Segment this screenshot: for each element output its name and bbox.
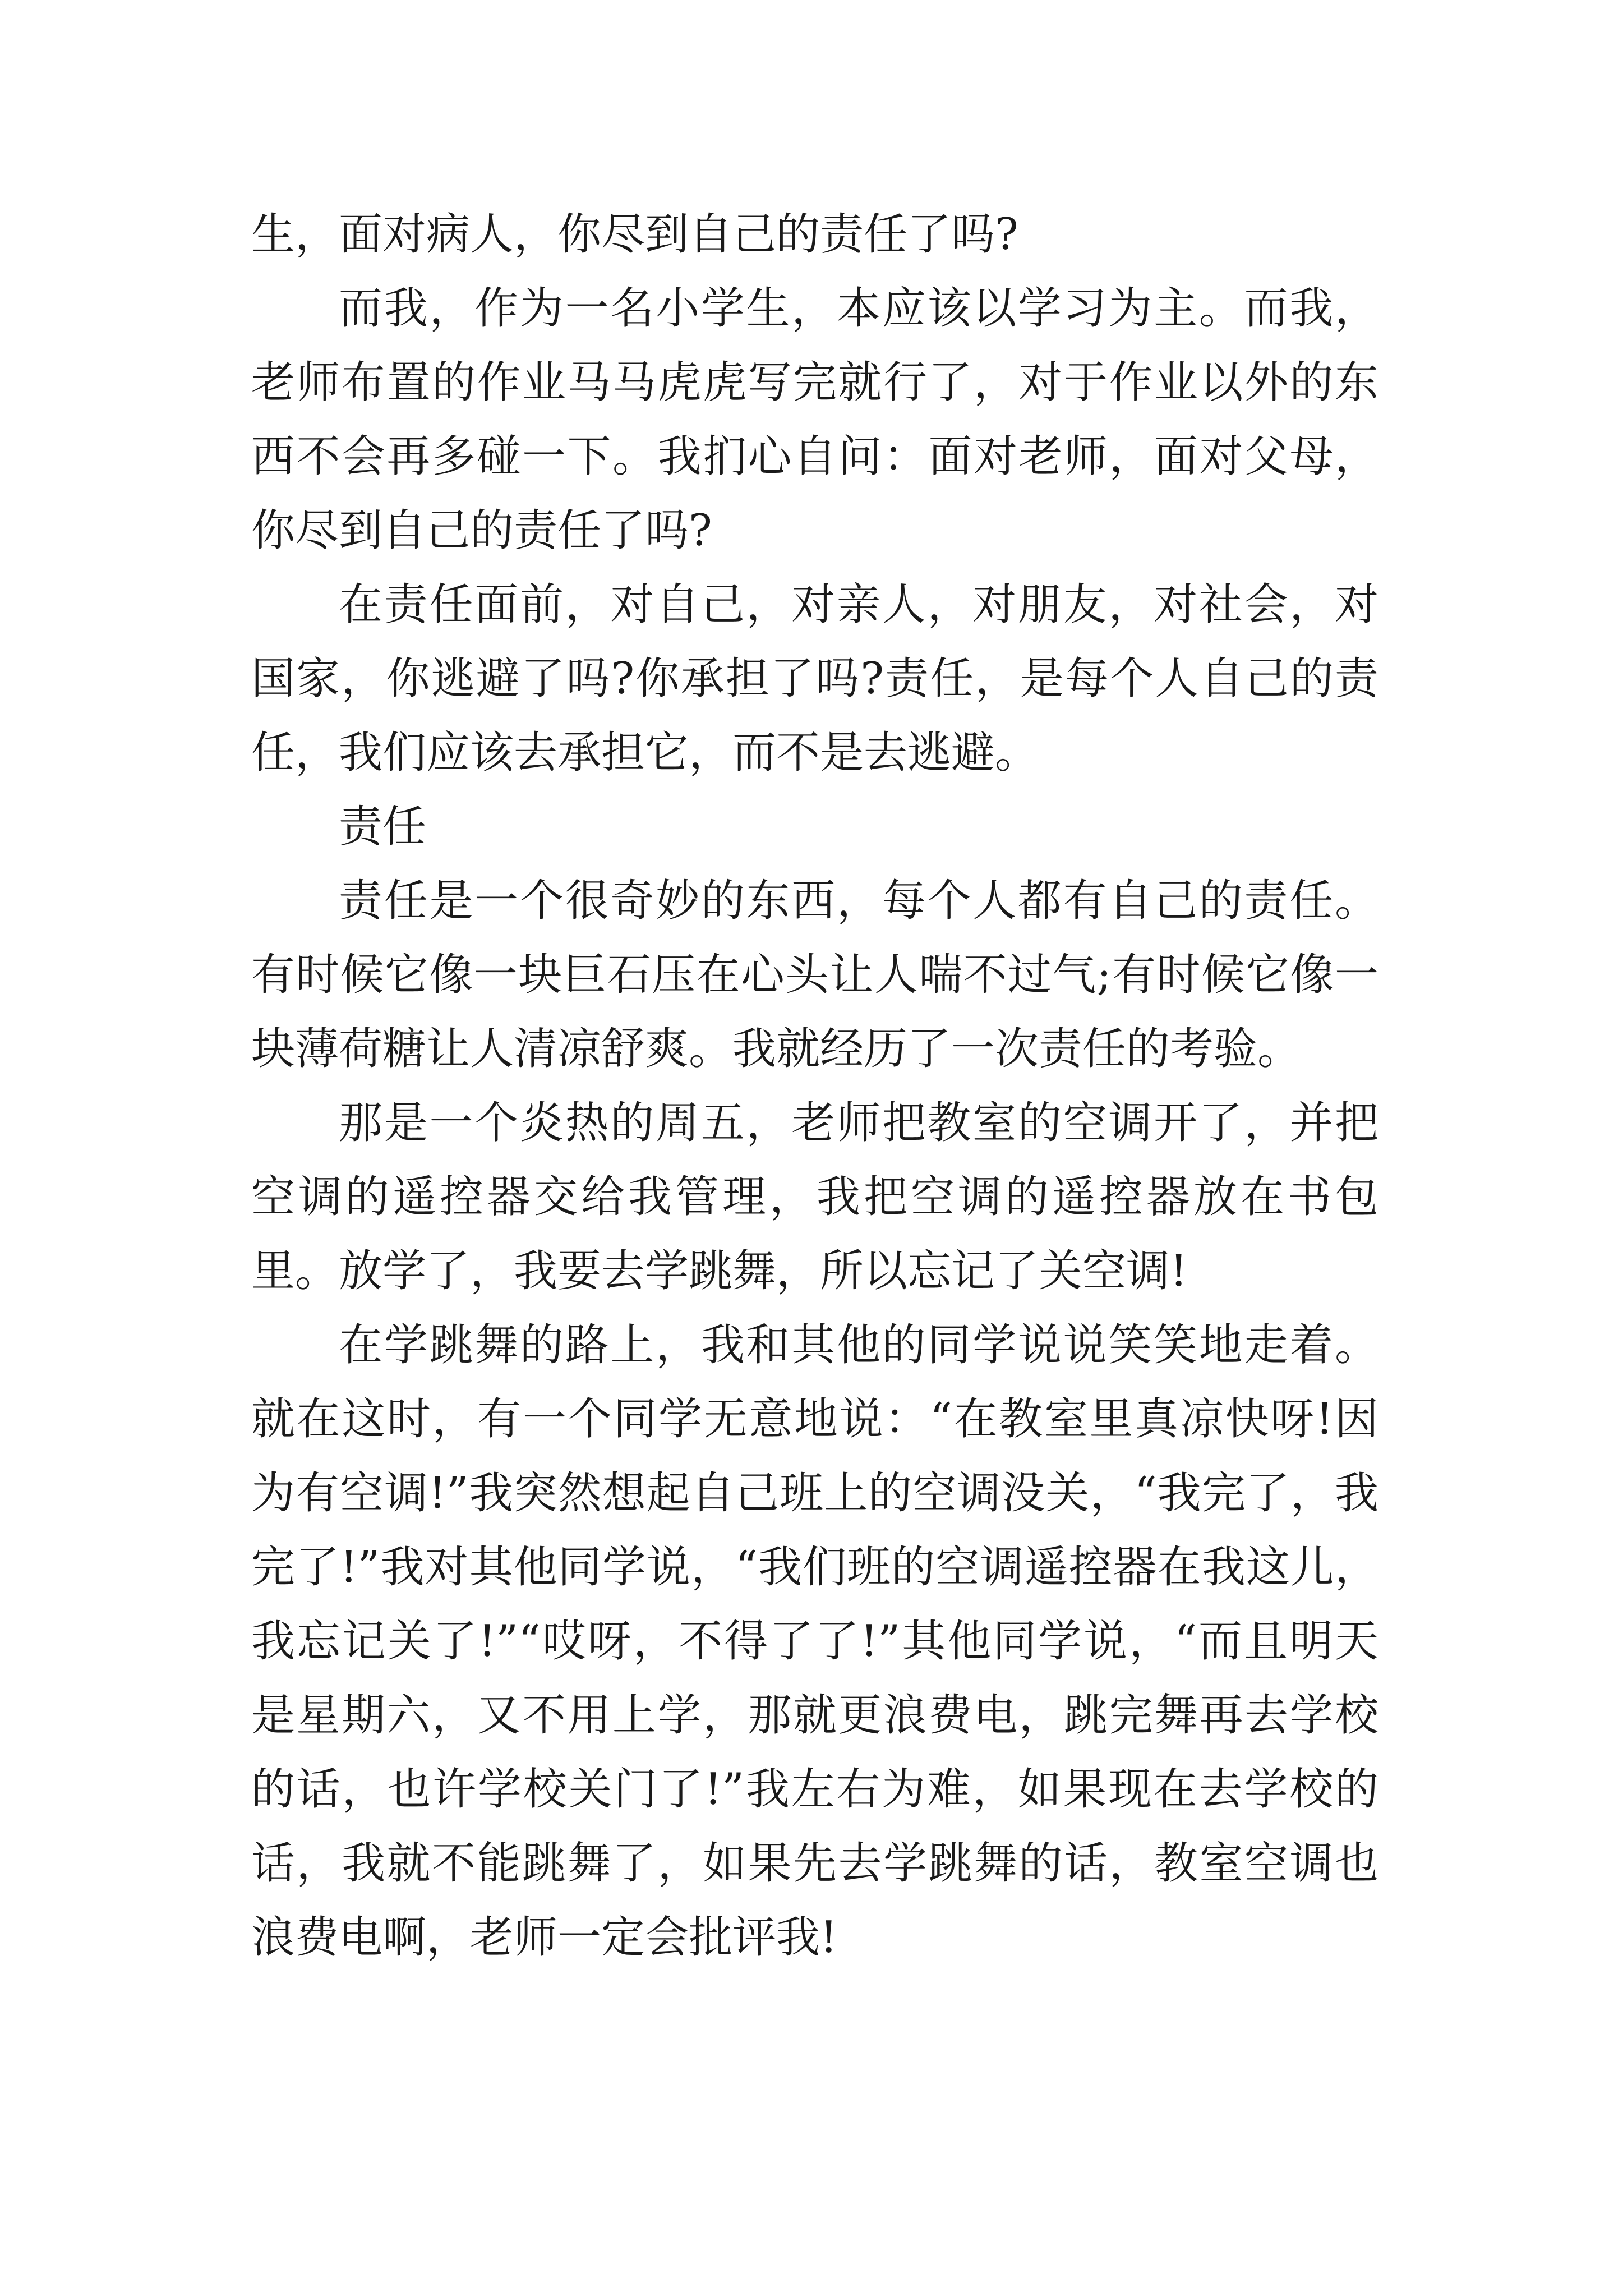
paragraph-6: 在学跳舞的路上，我和其他的同学说说笑笑地走着。就在这时，有一个同学无意地说：“在教室里真凉快呀!因为有空调!”我突然想起自己班上的空调没关，“我完了，我完了!”我对其他同学说，“我们班的空调遥控器在我这儿，我忘记关了!”“哎呀，不得了了!”其他同学说，“而且明天是星期六，又不用上学，那就更浪费电，跳完舞再去学校的话，也许学校关门了!”我左右为难，如果现在去学校的话，我就不能跳舞了，如果先去学跳舞的话，教室空调也浪费电啊，老师一定会批评我!: [251, 1320, 1378, 1963]
paragraph-4: 责任是一个很奇妙的东西，每个人都有自己的责任。有时候它像一块巨石压在心头让人喘不过气;有时候它像一块薄荷糖让人清凉舒爽。我就经历了一次责任的考验。: [251, 876, 1378, 1074]
paragraph-3: 在责任面前，对自己，对亲人，对朋友，对社会，对国家，你逃避了吗?你承担了吗?责任，是每个人自己的责任，我们应该去承担它，而不是去逃避。: [251, 579, 1378, 778]
paragraph-1: 生，面对病人，你尽到自己的责任了吗?: [251, 209, 1018, 260]
section-heading: 责任: [339, 802, 427, 852]
paragraph-2: 而我，作为一名小学生，本应该以学习为主。而我，老师布置的作业马马虎虎写完就行了，对于作业以外的东西不会再多碰一下。我扪心自问：面对老师，面对父母，你尽到自己的责任了吗?: [251, 283, 1378, 556]
document-body: [251, 197, 1378, 1975]
paragraph-5: 那是一个炎热的周五，老师把教室的空调开了，并把空调的遥控器交给我管理，我把空调的遥控器放在书包里。放学了，我要去学跳舞，所以忘记了关空调!: [251, 1098, 1378, 1296]
